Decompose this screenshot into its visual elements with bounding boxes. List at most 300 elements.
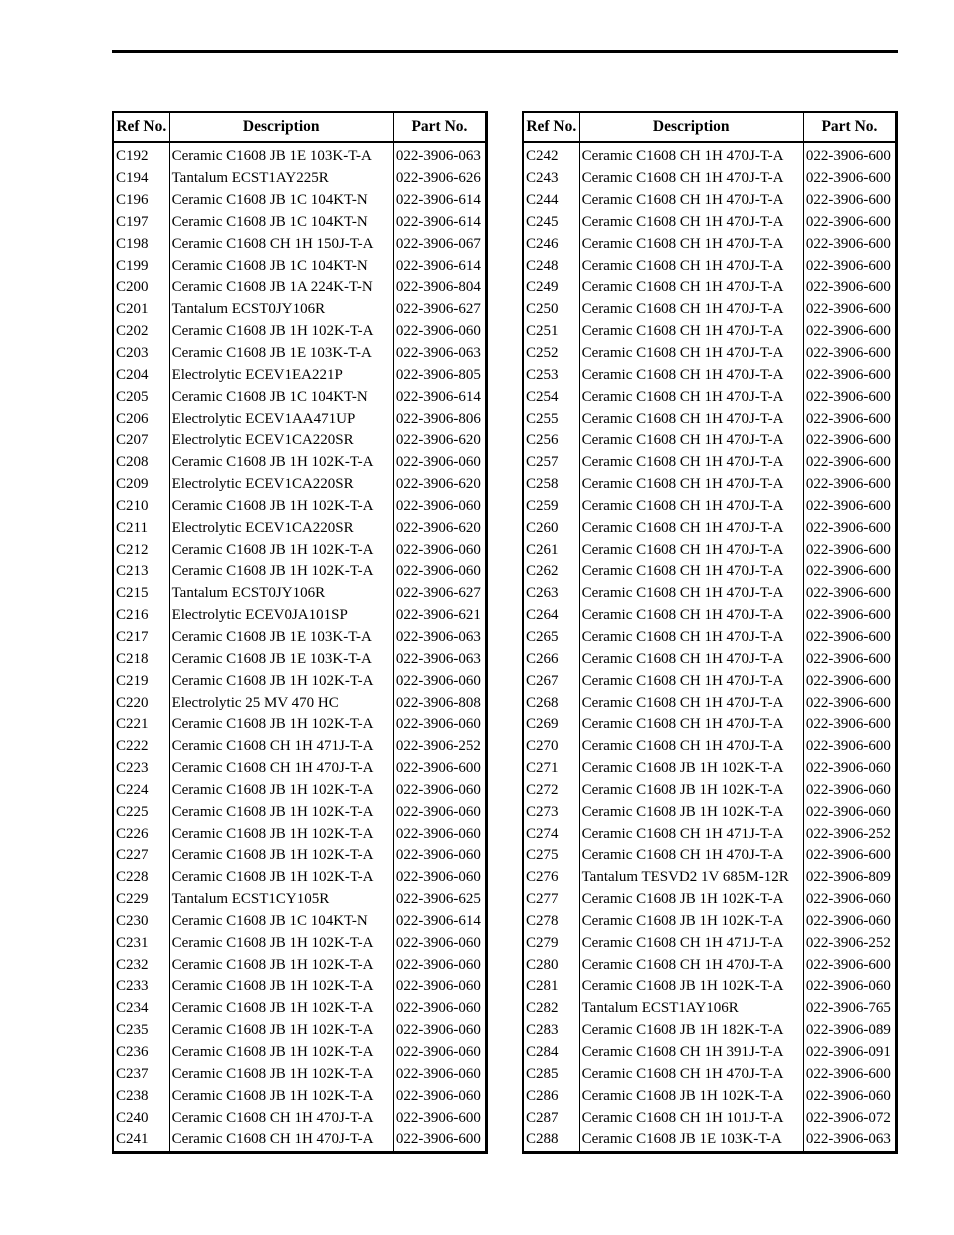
part-cell: 022-3906-060 xyxy=(393,452,486,474)
description-cell: Ceramic C1608 CH 1H 470J-T-A xyxy=(579,299,803,321)
description-cell: Ceramic C1608 CH 1H 470J-T-A xyxy=(169,1107,393,1129)
ref-cell: C278 xyxy=(526,912,559,929)
table-row xyxy=(113,233,487,255)
description-cell: Ceramic C1608 JB 1C 104KT-N xyxy=(169,212,393,234)
description-cell: Ceramic C1608 CH 1H 470J-T-A xyxy=(579,452,803,474)
table-row xyxy=(113,1020,487,1042)
part-cell: 022-3906-060 xyxy=(393,539,486,561)
table-row xyxy=(113,736,487,758)
description-cell: Ceramic C1608 JB 1H 102K-T-A xyxy=(169,976,393,998)
part-cell: 022-3906-600 xyxy=(803,386,896,408)
description-cell: Ceramic C1608 CH 1H 470J-T-A xyxy=(579,736,803,758)
description-cell: Ceramic C1608 JB 1H 102K-T-A xyxy=(169,561,393,583)
table-body-left xyxy=(113,142,487,1152)
table-row xyxy=(113,758,487,780)
description-cell: Ceramic C1608 JB 1C 104KT-N xyxy=(169,255,393,277)
ref-cell: C279 xyxy=(526,934,559,951)
description-cell: Ceramic C1608 JB 1H 102K-T-A xyxy=(169,823,393,845)
description-cell: Ceramic C1608 JB 1E 103K-T-A xyxy=(169,627,393,649)
ref-cell: C208 xyxy=(116,454,149,471)
ref-cell: C254 xyxy=(526,388,559,405)
part-cell: 022-3906-805 xyxy=(393,364,486,386)
ref-cell: C275 xyxy=(526,847,559,864)
table-row xyxy=(113,452,487,474)
part-cell: 022-3906-063 xyxy=(393,142,486,168)
description-cell: Ceramic C1608 CH 1H 470J-T-A xyxy=(579,517,803,539)
ref-cell: C263 xyxy=(526,585,559,602)
description-cell: Tantalum ECST1AY106R xyxy=(579,998,803,1020)
ref-cell: C213 xyxy=(116,563,149,580)
description-cell: Ceramic C1608 CH 1H 470J-T-A xyxy=(579,1063,803,1085)
top-rule xyxy=(112,50,898,53)
ref-cell: C211 xyxy=(116,519,148,536)
part-cell: 022-3906-060 xyxy=(393,561,486,583)
ref-cell: C234 xyxy=(116,1000,149,1017)
description-cell: Ceramic C1608 CH 1H 471J-T-A xyxy=(579,932,803,954)
table-row xyxy=(113,496,487,518)
description-cell: Ceramic C1608 CH 1H 470J-T-A xyxy=(579,954,803,976)
table-row xyxy=(113,605,487,627)
part-cell: 022-3906-060 xyxy=(393,954,486,976)
ref-cell: C227 xyxy=(116,847,149,864)
ref-cell: C245 xyxy=(526,213,559,230)
table-row xyxy=(113,692,487,714)
table-row xyxy=(523,539,897,561)
table-row xyxy=(523,998,897,1020)
part-cell: 022-3906-600 xyxy=(803,583,896,605)
description-cell: Ceramic C1608 JB 1H 102K-T-A xyxy=(169,321,393,343)
table-row xyxy=(523,321,897,343)
ref-cell: C215 xyxy=(116,585,149,602)
description-cell: Ceramic C1608 CH 1H 471J-T-A xyxy=(169,736,393,758)
part-cell: 022-3906-600 xyxy=(803,954,896,976)
description-cell: Ceramic C1608 CH 1H 470J-T-A xyxy=(579,539,803,561)
part-cell: 022-3906-600 xyxy=(803,299,896,321)
part-cell: 022-3906-063 xyxy=(803,1129,896,1152)
table-row xyxy=(113,539,487,561)
part-cell: 022-3906-614 xyxy=(393,255,486,277)
part-cell: 022-3906-600 xyxy=(803,692,896,714)
description-cell: Ceramic C1608 JB 1H 102K-T-A xyxy=(169,1085,393,1107)
part-cell: 022-3906-600 xyxy=(803,561,896,583)
table-row xyxy=(113,954,487,976)
part-cell: 022-3906-060 xyxy=(393,1085,486,1107)
part-cell: 022-3906-060 xyxy=(393,321,486,343)
description-cell: Ceramic C1608 CH 1H 470J-T-A xyxy=(579,474,803,496)
part-cell: 022-3906-060 xyxy=(803,1085,896,1107)
ref-cell: C210 xyxy=(116,497,149,514)
part-cell: 022-3906-600 xyxy=(803,142,896,168)
ref-cell: C257 xyxy=(526,454,559,471)
part-cell: 022-3906-089 xyxy=(803,1020,896,1042)
description-cell: Ceramic C1608 JB 1H 102K-T-A xyxy=(169,539,393,561)
table-row xyxy=(523,233,897,255)
ref-cell: C260 xyxy=(526,519,559,536)
table-row xyxy=(523,976,897,998)
description-cell: Electrolytic ECEV1CA220SR xyxy=(169,517,393,539)
part-cell: 022-3906-806 xyxy=(393,408,486,430)
part-cell: 022-3906-060 xyxy=(393,801,486,823)
table-row xyxy=(113,142,487,168)
ref-cell: C222 xyxy=(116,738,149,755)
table-row xyxy=(523,496,897,518)
part-cell: 022-3906-600 xyxy=(393,758,486,780)
table-row xyxy=(523,714,897,736)
table-row xyxy=(523,692,897,714)
description-cell: Ceramic C1608 JB 1E 103K-T-A xyxy=(579,1129,803,1152)
table-row xyxy=(523,364,897,386)
description-cell: Ceramic C1608 CH 1H 470J-T-A xyxy=(169,1129,393,1152)
part-cell: 022-3906-600 xyxy=(803,168,896,190)
description-cell: Ceramic C1608 CH 1H 470J-T-A xyxy=(579,845,803,867)
ref-cell: C283 xyxy=(526,1022,559,1039)
description-cell: Electrolytic ECEV1CA220SR xyxy=(169,474,393,496)
table-row xyxy=(523,255,897,277)
ref-cell: C194 xyxy=(116,170,149,187)
description-cell: Ceramic C1608 CH 1H 470J-T-A xyxy=(579,561,803,583)
header-description: Description xyxy=(169,112,393,142)
ref-cell: C232 xyxy=(116,956,149,973)
part-cell: 022-3906-063 xyxy=(393,343,486,365)
ref-cell: C285 xyxy=(526,1065,559,1082)
description-cell: Ceramic C1608 JB 1E 103K-T-A xyxy=(169,142,393,168)
ref-cell: C197 xyxy=(116,213,149,230)
description-cell: Ceramic C1608 JB 1H 102K-T-A xyxy=(579,889,803,911)
part-cell: 022-3906-626 xyxy=(393,168,486,190)
description-cell: Ceramic C1608 CH 1H 470J-T-A xyxy=(579,583,803,605)
description-cell: Ceramic C1608 JB 1H 102K-T-A xyxy=(169,670,393,692)
part-cell: 022-3906-600 xyxy=(803,539,896,561)
ref-cell: C259 xyxy=(526,497,559,514)
table-row xyxy=(523,648,897,670)
part-cell: 022-3906-600 xyxy=(803,1063,896,1085)
description-cell: Ceramic C1608 CH 1H 470J-T-A xyxy=(579,233,803,255)
description-cell: Ceramic C1608 CH 1H 470J-T-A xyxy=(579,648,803,670)
table-row xyxy=(113,583,487,605)
part-cell: 022-3906-060 xyxy=(393,670,486,692)
header-ref: Ref No. xyxy=(523,112,579,142)
ref-cell: C288 xyxy=(526,1131,559,1148)
description-cell: Ceramic C1608 JB 1H 102K-T-A xyxy=(579,758,803,780)
ref-cell: C282 xyxy=(526,1000,559,1017)
description-cell: Ceramic C1608 JB 1C 104KT-N xyxy=(169,190,393,212)
table-row xyxy=(113,714,487,736)
description-cell: Ceramic C1608 JB 1H 102K-T-A xyxy=(169,1063,393,1085)
part-cell: 022-3906-060 xyxy=(803,976,896,998)
header-part: Part No. xyxy=(803,112,896,142)
ref-cell: C203 xyxy=(116,345,149,362)
description-cell: Electrolytic ECEV1AA471UP xyxy=(169,408,393,430)
part-cell: 022-3906-600 xyxy=(803,277,896,299)
ref-cell: C250 xyxy=(526,301,559,318)
header-ref: Ref No. xyxy=(113,112,169,142)
description-cell: Ceramic C1608 JB 1H 102K-T-A xyxy=(169,998,393,1020)
part-cell: 022-3906-252 xyxy=(803,932,896,954)
ref-cell: C261 xyxy=(526,541,559,558)
description-cell: Ceramic C1608 CH 1H 470J-T-A xyxy=(579,255,803,277)
table-row xyxy=(113,343,487,365)
table-row xyxy=(523,1042,897,1064)
ref-cell: C221 xyxy=(116,716,149,733)
part-cell: 022-3906-600 xyxy=(803,627,896,649)
table-row xyxy=(523,932,897,954)
description-cell: Tantalum TESVD2 1V 685M-12R xyxy=(579,867,803,889)
ref-cell: C256 xyxy=(526,432,559,449)
ref-cell: C223 xyxy=(116,760,149,777)
table-row xyxy=(113,430,487,452)
part-cell: 022-3906-808 xyxy=(393,692,486,714)
description-cell: Electrolytic ECEV1CA220SR xyxy=(169,430,393,452)
description-cell: Tantalum ECST1AY225R xyxy=(169,168,393,190)
part-cell: 022-3906-600 xyxy=(803,321,896,343)
part-cell: 022-3906-614 xyxy=(393,190,486,212)
part-cell: 022-3906-060 xyxy=(393,1042,486,1064)
table-row xyxy=(523,1129,897,1152)
description-cell: Ceramic C1608 CH 1H 470J-T-A xyxy=(579,714,803,736)
description-cell: Ceramic C1608 JB 1H 182K-T-A xyxy=(579,1020,803,1042)
description-cell: Ceramic C1608 CH 1H 470J-T-A xyxy=(579,343,803,365)
part-cell: 022-3906-600 xyxy=(803,212,896,234)
part-cell: 022-3906-060 xyxy=(803,911,896,933)
description-cell: Ceramic C1608 JB 1H 102K-T-A xyxy=(169,714,393,736)
part-cell: 022-3906-600 xyxy=(803,190,896,212)
ref-cell: C236 xyxy=(116,1044,149,1061)
ref-cell: C225 xyxy=(116,803,149,820)
table-row xyxy=(113,648,487,670)
part-cell: 022-3906-600 xyxy=(803,430,896,452)
part-cell: 022-3906-072 xyxy=(803,1107,896,1129)
ref-cell: C249 xyxy=(526,279,559,296)
table-row xyxy=(523,758,897,780)
ref-cell: C270 xyxy=(526,738,559,755)
description-cell: Ceramic C1608 JB 1H 102K-T-A xyxy=(579,1085,803,1107)
table-row xyxy=(523,561,897,583)
part-cell: 022-3906-600 xyxy=(803,714,896,736)
ref-cell: C233 xyxy=(116,978,149,995)
table-row xyxy=(113,1129,487,1152)
header-row xyxy=(113,112,487,142)
table-row xyxy=(113,212,487,234)
part-cell: 022-3906-600 xyxy=(803,736,896,758)
part-cell: 022-3906-060 xyxy=(803,779,896,801)
description-cell: Ceramic C1608 CH 1H 470J-T-A xyxy=(579,496,803,518)
part-cell: 022-3906-600 xyxy=(803,343,896,365)
description-cell: Ceramic C1608 CH 1H 470J-T-A xyxy=(579,277,803,299)
table-row xyxy=(113,779,487,801)
ref-cell: C218 xyxy=(116,650,149,667)
part-cell: 022-3906-627 xyxy=(393,299,486,321)
table-row xyxy=(113,408,487,430)
ref-cell: C238 xyxy=(116,1087,149,1104)
part-cell: 022-3906-600 xyxy=(803,845,896,867)
description-cell: Tantalum ECST0JY106R xyxy=(169,583,393,605)
ref-cell: C228 xyxy=(116,869,149,886)
table-row xyxy=(523,408,897,430)
table-row xyxy=(523,1085,897,1107)
table-row xyxy=(523,343,897,365)
description-cell: Ceramic C1608 JB 1H 102K-T-A xyxy=(169,801,393,823)
ref-cell: C268 xyxy=(526,694,559,711)
ref-cell: C217 xyxy=(116,628,149,645)
ref-cell: C205 xyxy=(116,388,149,405)
table-row xyxy=(113,517,487,539)
ref-cell: C280 xyxy=(526,956,559,973)
table-row xyxy=(113,386,487,408)
table-row xyxy=(113,889,487,911)
table-body-right xyxy=(523,142,897,1152)
ref-cell: C287 xyxy=(526,1109,559,1126)
part-cell: 022-3906-614 xyxy=(393,386,486,408)
table-row xyxy=(523,517,897,539)
part-cell: 022-3906-620 xyxy=(393,474,486,496)
ref-cell: C286 xyxy=(526,1087,559,1104)
part-cell: 022-3906-060 xyxy=(803,758,896,780)
part-cell: 022-3906-091 xyxy=(803,1042,896,1064)
ref-cell: C226 xyxy=(116,825,149,842)
ref-cell: C200 xyxy=(116,279,149,296)
description-cell: Ceramic C1608 CH 1H 470J-T-A xyxy=(579,605,803,627)
table-row xyxy=(523,605,897,627)
part-cell: 022-3906-809 xyxy=(803,867,896,889)
part-cell: 022-3906-060 xyxy=(393,496,486,518)
part-cell: 022-3906-600 xyxy=(803,517,896,539)
ref-cell: C229 xyxy=(116,891,149,908)
table-row xyxy=(523,299,897,321)
table-row xyxy=(523,823,897,845)
part-cell: 022-3906-060 xyxy=(803,801,896,823)
part-cell: 022-3906-060 xyxy=(393,998,486,1020)
table-row xyxy=(113,845,487,867)
table-row xyxy=(523,627,897,649)
description-cell: Ceramic C1608 JB 1H 102K-T-A xyxy=(169,452,393,474)
ref-cell: C240 xyxy=(116,1109,149,1126)
ref-cell: C258 xyxy=(526,476,559,493)
part-cell: 022-3906-600 xyxy=(803,474,896,496)
ref-cell: C201 xyxy=(116,301,149,318)
part-cell: 022-3906-600 xyxy=(803,364,896,386)
description-cell: Ceramic C1608 JB 1H 102K-T-A xyxy=(579,801,803,823)
header-description: Description xyxy=(579,112,803,142)
part-cell: 022-3906-252 xyxy=(393,736,486,758)
description-cell: Electrolytic ECEV0JA101SP xyxy=(169,605,393,627)
description-cell: Ceramic C1608 CH 1H 150J-T-A xyxy=(169,233,393,255)
part-cell: 022-3906-620 xyxy=(393,430,486,452)
table-row xyxy=(113,670,487,692)
table-row xyxy=(113,364,487,386)
ref-cell: C252 xyxy=(526,345,559,362)
description-cell: Ceramic C1608 JB 1H 102K-T-A xyxy=(579,779,803,801)
description-cell: Ceramic C1608 CH 1H 470J-T-A xyxy=(579,430,803,452)
table-row xyxy=(523,954,897,976)
part-cell: 022-3906-600 xyxy=(803,670,896,692)
part-cell: 022-3906-600 xyxy=(803,452,896,474)
part-cell: 022-3906-600 xyxy=(803,605,896,627)
description-cell: Ceramic C1608 CH 1H 391J-T-A xyxy=(579,1042,803,1064)
description-cell: Ceramic C1608 JB 1H 102K-T-A xyxy=(169,867,393,889)
ref-cell: C202 xyxy=(116,323,149,340)
part-cell: 022-3906-060 xyxy=(393,714,486,736)
description-cell: Ceramic C1608 JB 1H 102K-T-A xyxy=(169,1020,393,1042)
parts-table-right xyxy=(522,111,898,1154)
table-row xyxy=(113,190,487,212)
table-row xyxy=(113,1107,487,1129)
table-row xyxy=(113,976,487,998)
table-row xyxy=(113,911,487,933)
table-row xyxy=(523,845,897,867)
table-row xyxy=(523,190,897,212)
table-row xyxy=(523,867,897,889)
ref-cell: C206 xyxy=(116,410,149,427)
description-cell: Ceramic C1608 CH 1H 470J-T-A xyxy=(579,142,803,168)
ref-cell: C267 xyxy=(526,672,559,689)
description-cell: Ceramic C1608 JB 1H 102K-T-A xyxy=(169,1042,393,1064)
table-row xyxy=(523,168,897,190)
ref-cell: C251 xyxy=(526,323,559,340)
ref-cell: C284 xyxy=(526,1044,559,1061)
ref-cell: C244 xyxy=(526,192,559,209)
table-row xyxy=(523,736,897,758)
description-cell: Ceramic C1608 CH 1H 470J-T-A xyxy=(579,408,803,430)
part-cell: 022-3906-060 xyxy=(393,976,486,998)
description-cell: Ceramic C1608 CH 1H 470J-T-A xyxy=(579,386,803,408)
part-cell: 022-3906-600 xyxy=(393,1129,486,1152)
description-cell: Ceramic C1608 JB 1E 103K-T-A xyxy=(169,648,393,670)
part-cell: 022-3906-252 xyxy=(803,823,896,845)
description-cell: Ceramic C1608 JB 1H 102K-T-A xyxy=(169,954,393,976)
ref-cell: C266 xyxy=(526,650,559,667)
ref-cell: C248 xyxy=(526,257,559,274)
part-cell: 022-3906-621 xyxy=(393,605,486,627)
part-cell: 022-3906-063 xyxy=(393,627,486,649)
part-cell: 022-3906-614 xyxy=(393,212,486,234)
table-row xyxy=(113,168,487,190)
description-cell: Electrolytic 25 MV 470 HC xyxy=(169,692,393,714)
ref-cell: C253 xyxy=(526,366,559,383)
table-row xyxy=(113,277,487,299)
part-cell: 022-3906-600 xyxy=(803,408,896,430)
part-cell: 022-3906-060 xyxy=(393,779,486,801)
part-cell: 022-3906-060 xyxy=(393,1063,486,1085)
description-cell: Ceramic C1608 CH 1H 470J-T-A xyxy=(579,212,803,234)
ref-cell: C242 xyxy=(526,148,559,165)
table-row xyxy=(113,823,487,845)
ref-cell: C262 xyxy=(526,563,559,580)
ref-cell: C281 xyxy=(526,978,559,995)
part-cell: 022-3906-067 xyxy=(393,233,486,255)
ref-cell: C199 xyxy=(116,257,149,274)
description-cell: Ceramic C1608 JB 1C 104KT-N xyxy=(169,386,393,408)
part-cell: 022-3906-600 xyxy=(803,233,896,255)
ref-cell: C196 xyxy=(116,192,149,209)
table-row xyxy=(113,299,487,321)
description-cell: Tantalum ECST1CY105R xyxy=(169,889,393,911)
table-row xyxy=(523,1107,897,1129)
ref-cell: C216 xyxy=(116,607,149,624)
ref-cell: C255 xyxy=(526,410,559,427)
table-row xyxy=(523,212,897,234)
part-cell: 022-3906-600 xyxy=(803,648,896,670)
part-cell: 022-3906-765 xyxy=(803,998,896,1020)
ref-cell: C269 xyxy=(526,716,559,733)
ref-cell: C207 xyxy=(116,432,149,449)
description-cell: Ceramic C1608 CH 1H 470J-T-A xyxy=(579,168,803,190)
table-row xyxy=(523,1020,897,1042)
table-row xyxy=(113,998,487,1020)
part-cell: 022-3906-804 xyxy=(393,277,486,299)
table-row xyxy=(113,1042,487,1064)
part-cell: 022-3906-060 xyxy=(393,1020,486,1042)
description-cell: Ceramic C1608 CH 1H 470J-T-A xyxy=(579,627,803,649)
